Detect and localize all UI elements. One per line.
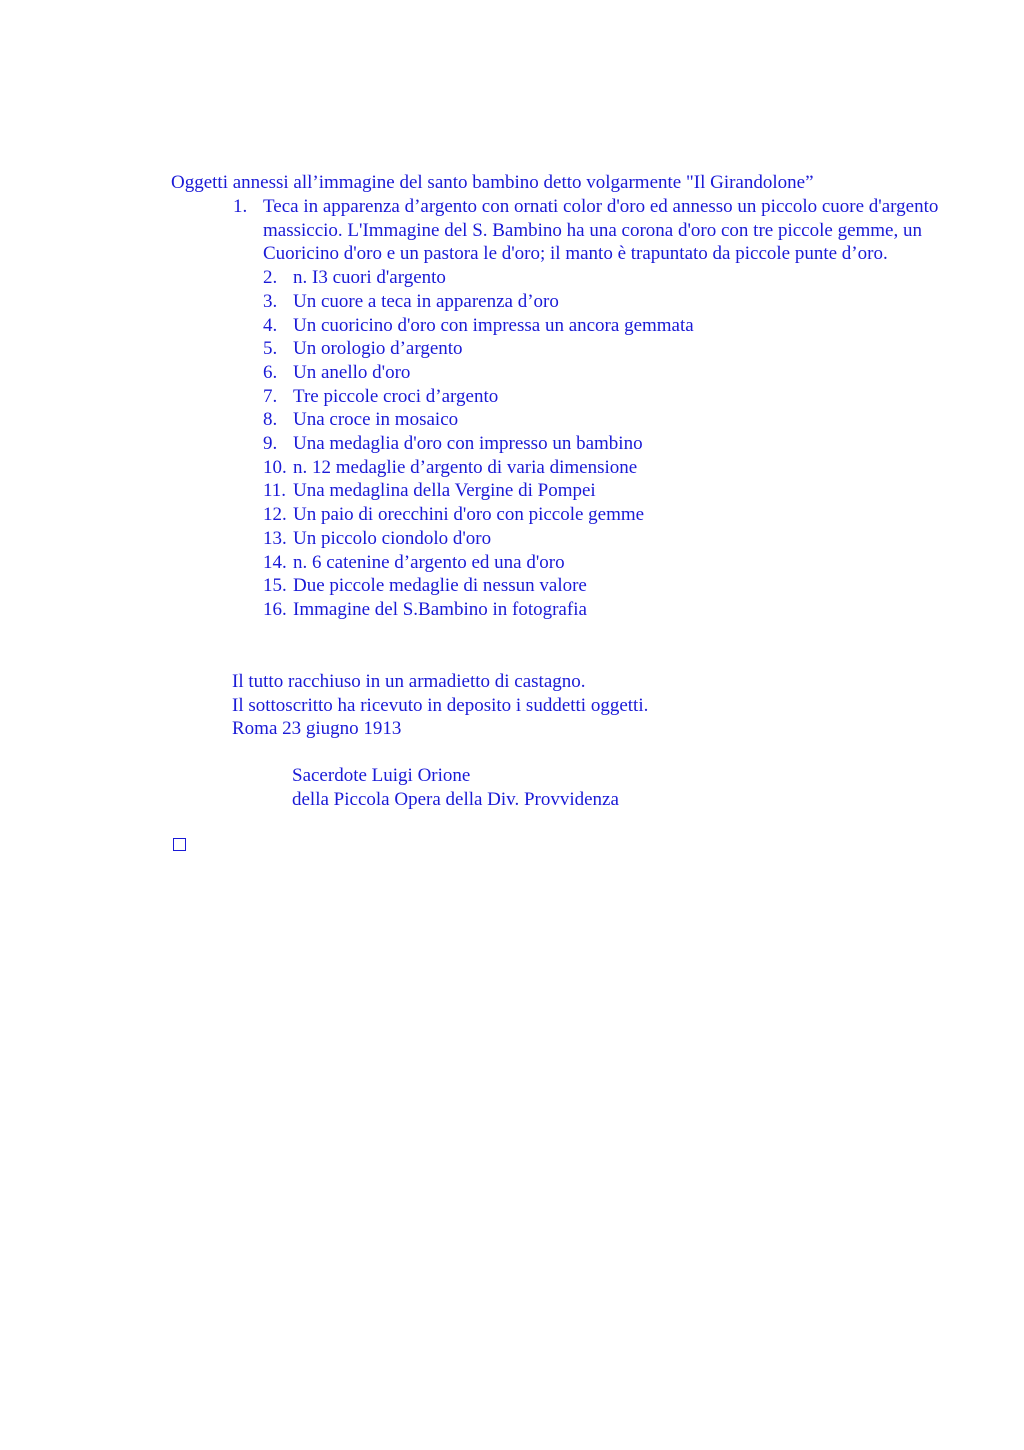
list-item: [233, 195, 943, 266]
item-number: 14.: [263, 551, 287, 573]
item-number: 8.: [263, 409, 278, 431]
items-list: [233, 195, 943, 622]
item-text: Una medaglia d'oro con impresso un bambino: [293, 433, 643, 455]
list-item: [263, 314, 943, 338]
item-text: Una medaglina della Vergine di Pompei: [293, 480, 596, 502]
item-text: Un piccolo ciondolo d'oro: [293, 527, 492, 549]
item-text: Tre piccole croci d’argento: [293, 385, 499, 407]
item-text: n. 12 medaglie d’argento di varia dimensione: [293, 456, 638, 478]
list-item: [263, 361, 943, 385]
list-item: [263, 266, 943, 290]
item-text: Un cuoricino d'oro con impressa un ancora gemmata: [293, 314, 694, 336]
item-number: 10.: [263, 456, 287, 478]
item-text: Un anello d'oro: [293, 361, 411, 383]
item-number: 13.: [263, 527, 287, 549]
item-number: 6.: [263, 361, 278, 383]
item-number: 3.: [263, 290, 278, 312]
list-item: [263, 527, 943, 551]
closing-date: Roma 23 giugno 1913: [232, 718, 402, 740]
list-item: [263, 337, 943, 361]
list-item: [263, 456, 943, 480]
list-item: [263, 574, 943, 598]
item-number: 15.: [263, 575, 287, 597]
item-number: 4.: [263, 314, 278, 336]
list-item: [263, 551, 943, 575]
item-number: 16.: [263, 598, 287, 620]
signature-name: Sacerdote Luigi Orione: [292, 765, 471, 786]
document-title: Oggetti annessi all’immagine del santo bambino detto volgarmente "Il Girandolone”: [171, 172, 814, 193]
list-item: [263, 503, 943, 527]
item-number: 7.: [263, 385, 278, 407]
list-item: [263, 290, 943, 314]
signature-org: della Piccola Opera della Div. Provvidenza: [292, 788, 619, 810]
closing-line-2: Il sottoscritto ha ricevuto in deposito i suddetti oggetti.: [232, 694, 649, 716]
signature-block: [292, 764, 619, 811]
item-number: 9.: [263, 433, 278, 455]
item-text: Un cuore a teca in apparenza d’oro: [293, 290, 559, 312]
item-text: Un paio di orecchini d'oro con piccole gemme: [293, 504, 645, 526]
item-text: Immagine del S.Bambino in fotografia: [293, 598, 587, 620]
closing-block: [232, 670, 648, 741]
item-number: 1.: [233, 196, 248, 217]
item-text: Teca in apparenza d’argento con ornati color d'oro ed annesso un piccolo cuore d'argento massiccio. L'Immagine del S. Bambino ha una corona d'oro con tre piccole gemme, un Cuoricino d'oro e un pastora le d'oro; il manto è trapuntato da piccole punte d’oro.: [263, 196, 939, 265]
closing-line-1: Il tutto racchiuso in un armadietto di castagno.: [232, 671, 586, 692]
list-item: [263, 598, 943, 622]
item-text: n. 6 catenine d’argento ed una d'oro: [293, 551, 565, 573]
item-number: 12.: [263, 504, 287, 526]
list-item: [263, 479, 943, 503]
item-text: Un orologio d’argento: [293, 338, 463, 360]
item-text: n. I3 cuori d'argento: [293, 267, 446, 289]
list-item: [263, 385, 943, 409]
item-text: Una croce in mosaico: [293, 409, 459, 431]
item-number: 2.: [263, 267, 278, 289]
list-item: [263, 432, 943, 456]
item-number: 5.: [263, 338, 278, 360]
item-text: Due piccole medaglie di nessun valore: [293, 575, 587, 597]
list-item: [263, 408, 943, 432]
item-number: 11.: [263, 480, 287, 502]
empty-square-icon: [173, 838, 186, 851]
